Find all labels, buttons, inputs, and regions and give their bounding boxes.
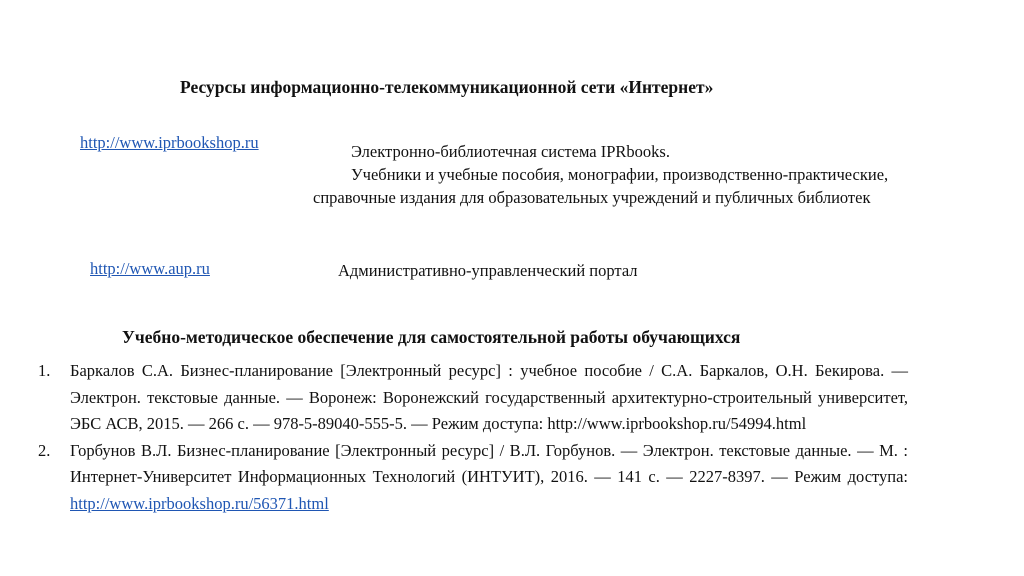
reference-text: Горбунов В.Л. Бизнес-планирование [Электронный ресурс] / В.Л. Горбунов. — Электрон. текстовые данные. — М. : Интернет-Университет Информационных Технологий (ИНТУИТ), 2016. — 141 с. — 2227-8397. — Режим доступа: [70, 440, 908, 486]
reference-list [38, 358, 908, 517]
internet-resources-heading: Ресурсы информационно-телекоммуникационной сети «Интернет» [180, 77, 714, 97]
reference-number: 1. [38, 361, 51, 380]
reference-number: 2. [38, 440, 51, 460]
aup-link[interactable]: http://www.aup.ru [90, 259, 210, 278]
iprbookshop-details: Учебники и учебные пособия, монографии, производственно-практические, справочные издания для образовательных учреждений и публичных библиотек [313, 165, 889, 207]
self-study-heading: Учебно-методическое обеспечение для самостоятельной работы обучающихся [122, 327, 741, 347]
reference-item-1 [38, 358, 908, 438]
iprbookshop-name: Электронно-библиотечная система IPRbooks. [351, 142, 670, 161]
aup-description: Административно-управленческий портал [338, 261, 638, 280]
reference-item-2 [38, 438, 908, 518]
iprbookshop-description [313, 140, 913, 209]
iprbookshop-link[interactable]: http://www.iprbookshop.ru [80, 133, 259, 152]
reference-text: Баркалов С.А. Бизнес-планирование [Электронный ресурс] : учебное пособие / С.А. Баркалов, О.Н. Бекирова. — Электрон. текстовые данные. — Воронеж: Воронежский государственный архитектурно-строительный университет, ЭБС АСВ, 2015. — 266 с. — 978-5-89040-555-5. — Режим доступа: http://www.iprbookshop.ru/54994.html [70, 361, 908, 433]
reference-link[interactable]: http://www.iprbookshop.ru/56371.html [70, 493, 329, 513]
